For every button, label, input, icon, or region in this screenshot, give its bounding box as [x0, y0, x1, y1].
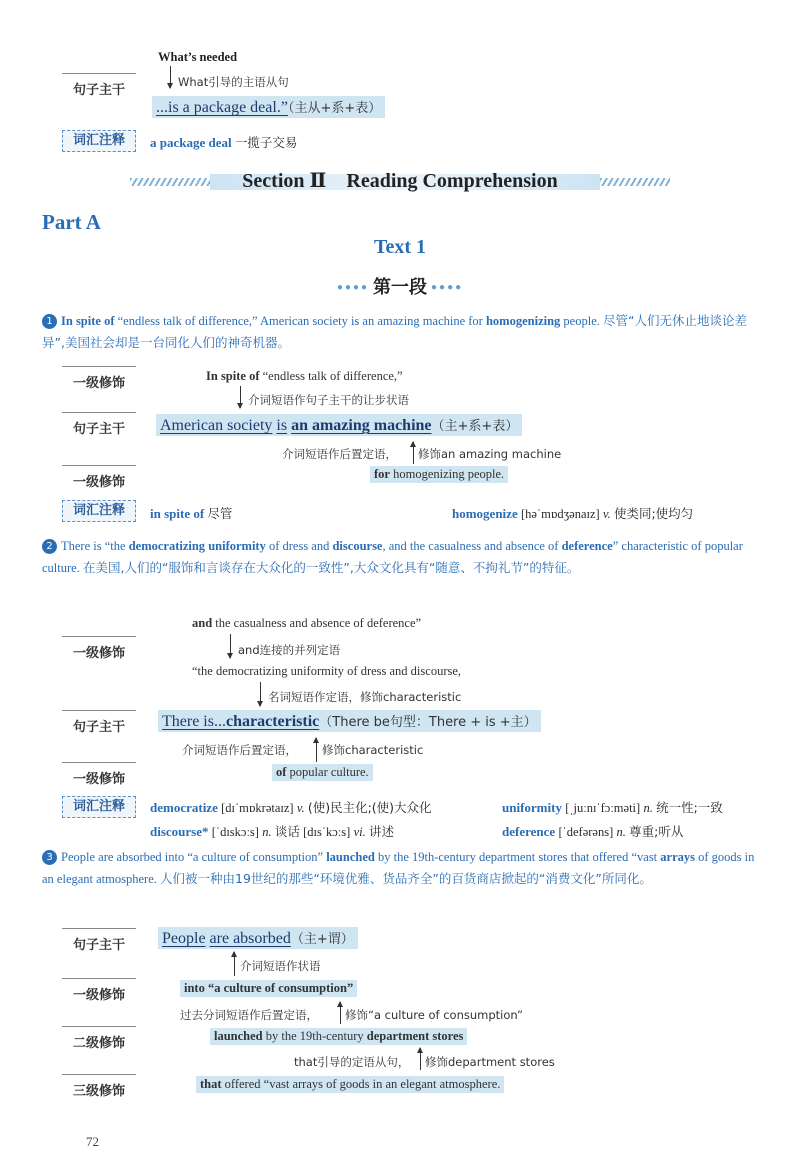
- sentence-number: 3: [42, 850, 57, 865]
- modifier-text: “the democratizing uniformity of dress and discourse,: [192, 664, 462, 678]
- paragraph-title: ●●●● 第一段 ●●●●: [336, 277, 464, 298]
- annotation: 修饰an amazing machine: [418, 447, 562, 461]
- sentence-1: 1 In spite of “endless talk of difference,” American society is an amazing machine for homogenizing people. 尽管“人们无休止地谈论差异”,美国社会却是一台同化人们的神奇机器。: [42, 313, 747, 350]
- label-modifier-1: 一级修饰: [62, 636, 136, 661]
- label-modifier-3: 三级修饰: [62, 1074, 136, 1099]
- vocab-entry: homogenize [həˈmɒdʒənaɪz] v. 使类同;使均匀: [452, 506, 694, 521]
- annotation: 介词短语作后置定语，: [282, 447, 397, 461]
- annotation: 介词短语作后置定语，: [182, 743, 297, 757]
- arrow: [230, 634, 231, 658]
- modifier-text: of popular culture.: [272, 764, 373, 781]
- modifier-text: In spite of “endless talk of difference,”: [206, 369, 403, 383]
- sentence-number: 2: [42, 539, 57, 554]
- main-clause: ...is a package deal.”（主从+系+表）: [152, 96, 385, 118]
- modifier-text: launched by the 19th-century department stores: [210, 1028, 467, 1045]
- label-modifier-1: 一级修饰: [62, 762, 136, 787]
- arrow: [340, 1002, 341, 1024]
- label-modifier-1: 一级修饰: [62, 366, 136, 391]
- label-modifier-2: 二级修饰: [62, 1026, 136, 1051]
- arrow: [240, 386, 241, 408]
- section-banner: [130, 168, 670, 192]
- arrow: [420, 1048, 421, 1070]
- part-title: Part A: [42, 210, 101, 234]
- label-main-clause: 句子主干: [62, 710, 136, 735]
- main-clause: People are absorbed（主+谓）: [158, 927, 358, 949]
- vocab-label: 词汇注释: [62, 500, 136, 522]
- vocab-entry: a package deal 一揽子交易: [150, 135, 298, 150]
- main-clause: American society is an amazing machine（主+系+表）: [156, 414, 522, 436]
- sentence-3: 3 People are absorbed into “a culture of consumption” launched by the 19th-century department stores that offered “vast arrays of goods in an elegant atmosphere. 人们被一种由19世纪的那些“环境优雅、货品齐全”的百货商店掀起的“消费文化”所同化。: [42, 850, 755, 886]
- annotation: What引导的主语从句: [178, 75, 289, 89]
- label-main-clause: 句子主干: [62, 73, 136, 98]
- sentence-number: 1: [42, 314, 57, 329]
- annotation: 介词短语作句子主干的让步状语: [248, 393, 409, 407]
- modifier-text: for homogenizing people.: [370, 466, 508, 483]
- vocab-entry: in spite of 尽管: [150, 506, 233, 521]
- arrow: [234, 952, 235, 976]
- whats-needed: What’s needed: [158, 50, 238, 64]
- vocab-entry: democratize [dɪˈmɒkrətaɪz] v. (使)民主化;(使)大众化: [150, 800, 432, 815]
- arrow: [413, 442, 414, 464]
- arrow: [316, 738, 317, 762]
- annotation: 名词短语作定语，修饰characteristic: [268, 690, 462, 704]
- annotation: 修饰characteristic: [322, 743, 424, 757]
- annotation: 修饰“a culture of consumption”: [345, 1008, 523, 1022]
- modifier-text: and the casualness and absence of deference”: [192, 616, 422, 630]
- vocab-entry: uniformity [ˌjuːnɪˈfɔːməti] n. 统一性;一致: [502, 800, 723, 815]
- vocab-entry: deference [ˈdefərəns] n. 尊重;听从: [502, 824, 684, 839]
- annotation: 过去分词短语作后置定语，: [180, 1008, 318, 1022]
- text-title: Text 1: [373, 236, 427, 258]
- label-modifier-1: 一级修饰: [62, 978, 136, 1003]
- section-title: Section Ⅱ Reading Comprehension: [242, 170, 558, 192]
- label-modifier-1: 一级修饰: [62, 465, 136, 490]
- page-number: 72: [86, 1134, 99, 1149]
- annotation: and连接的并列定语: [238, 643, 341, 657]
- label-main-clause: 句子主干: [62, 412, 136, 437]
- vocab-label: 词汇注释: [62, 796, 136, 818]
- sentence-2: 2 There is “the democratizing uniformity of dress and discourse, and the casualness and absence of deference” characteristic of popular culture. 在美国,人们的“服饰和言谈存在大众化的一致性”,大众文化具有“随意、不拘礼节”的特征。: [42, 539, 743, 575]
- annotation: 介词短语作状语: [240, 959, 321, 973]
- annotation: that引导的定语从句，: [294, 1055, 410, 1069]
- vocab-label: 词汇注释: [62, 130, 136, 152]
- annotation: 修饰department stores: [425, 1055, 555, 1069]
- arrow: [260, 682, 261, 706]
- modifier-text: into “a culture of consumption”: [180, 980, 357, 997]
- main-clause: There is...characteristic（There be句型：There + is +主）: [158, 710, 541, 732]
- vocab-entry: discourse* [ˈdɪskɔːs] n. 谈话 [dɪsˈkɔːs] vi. 讲述: [150, 824, 394, 839]
- modifier-text: that offered “vast arrays of goods in an elegant atmosphere.: [196, 1076, 504, 1093]
- arrow: [170, 66, 171, 88]
- label-main-clause: 句子主干: [62, 928, 136, 953]
